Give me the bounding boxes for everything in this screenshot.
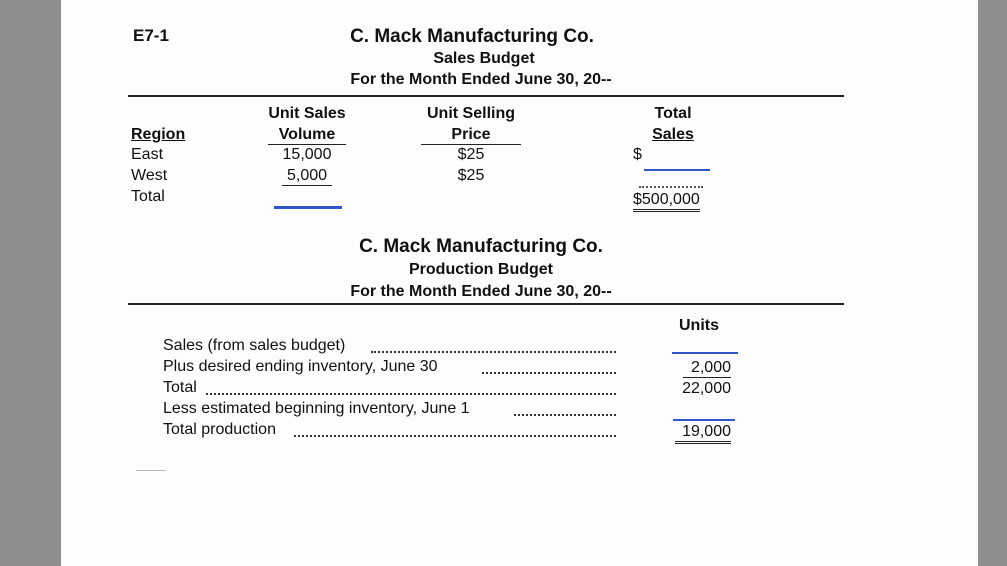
stray-mark — [136, 470, 166, 471]
sales-budget-period: For the Month Ended June 30, 20-- — [350, 71, 612, 88]
production-budget-company: C. Mack Manufacturing Co. — [359, 236, 603, 257]
production-budget-title: Production Budget — [409, 261, 553, 278]
line-sales-pen-mark — [672, 352, 738, 354]
col-volume-header-1: Unit Sales — [268, 105, 346, 122]
total-volume-pen-mark — [274, 206, 342, 209]
col-units-header: Units — [679, 317, 719, 334]
line-sales-label: Sales (from sales budget) — [163, 337, 346, 354]
region-west: West — [131, 167, 168, 184]
region-east: East — [131, 146, 164, 163]
line-beginning-inventory-leader — [514, 414, 616, 416]
line-total-production-leader — [294, 435, 616, 437]
line-ending-inventory-value: 2,000 — [683, 359, 731, 378]
line-total-production-value: 19,000 — [675, 423, 731, 444]
line-ending-inventory-label: Plus desired ending inventory, June 30 — [163, 358, 438, 375]
sales-budget-title: Sales Budget — [433, 50, 535, 67]
region-total: Total — [131, 188, 165, 205]
east-price: $25 — [457, 146, 485, 163]
line-beginning-inventory-label: Less estimated beginning inventory, June 1 — [163, 400, 470, 417]
line-total-leader — [206, 393, 616, 395]
line-sales-leader — [371, 351, 616, 353]
col-region-header: Region — [131, 126, 186, 143]
west-price: $25 — [457, 167, 485, 184]
exercise-label: E7-1 — [133, 26, 169, 45]
handwritten-mark — [644, 169, 710, 171]
col-price-header-1: Unit Selling — [427, 105, 515, 122]
production-budget-period: For the Month Ended June 30, 20-- — [350, 283, 612, 300]
west-volume: 5,000 — [282, 167, 332, 186]
total-sales: $500,000 — [633, 191, 700, 212]
west-sales-rule — [639, 186, 703, 188]
production-budget-rule — [128, 303, 844, 305]
worksheet-page — [61, 0, 978, 566]
sales-budget-company: C. Mack Manufacturing Co. — [350, 26, 594, 47]
line-total-value: 22,000 — [682, 380, 731, 397]
col-sales-header-1: Total — [654, 105, 692, 122]
east-volume: 15,000 — [282, 146, 332, 163]
col-price-header-2: Price — [421, 126, 521, 145]
east-sales: $ — [633, 146, 642, 163]
line-total-production-label: Total production — [163, 421, 276, 438]
line-total-label: Total — [163, 379, 197, 396]
line-ending-inventory-leader — [482, 372, 616, 374]
col-volume-header-2: Volume — [268, 126, 346, 145]
sales-budget-rule — [128, 95, 844, 97]
line-beginning-inventory-pen-mark — [673, 419, 735, 421]
col-sales-header-2: Sales — [652, 126, 694, 143]
